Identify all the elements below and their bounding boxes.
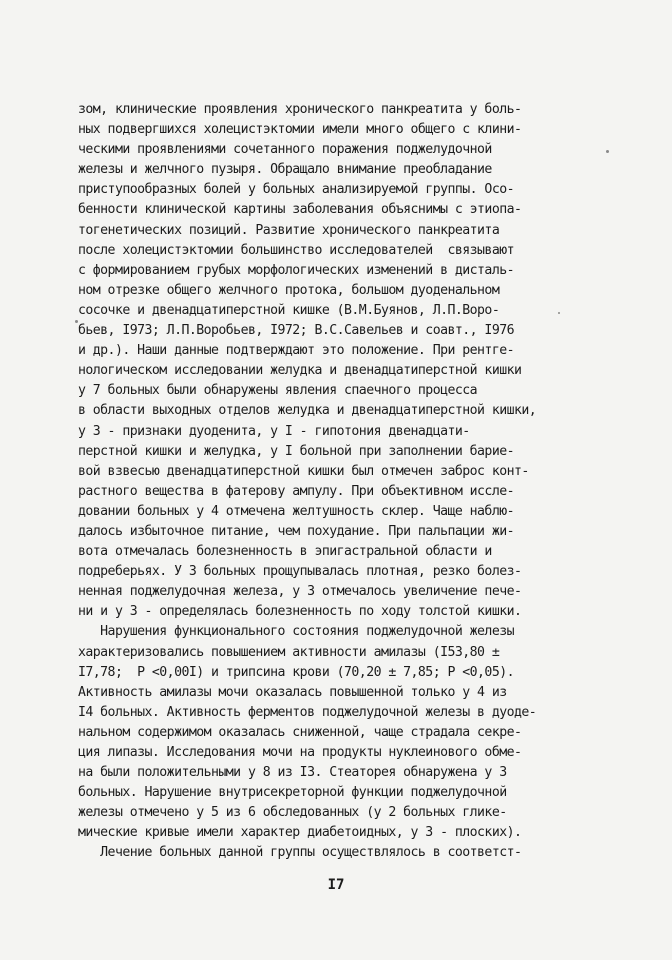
- text-line: больных. Нарушение внутрисекреторной функции поджелудочной: [78, 785, 507, 801]
- text-line: железы отмечено у 5 из 6 обследованных (у 2 больных глике-: [78, 805, 507, 821]
- text-line: подреберьях. У 3 больных прощупывалась плотная, резко болез-: [78, 564, 522, 580]
- text-line: перстной кишки и желудка, у I больной при заполнении барие-: [78, 443, 514, 459]
- text-line: довании больных у 4 отмечена желтушность склер. Чаще наблю-: [78, 503, 514, 519]
- text-line: бенности клинической картины заболевания объяснимы с этиопа-: [78, 202, 522, 218]
- text-line: и др.). Наши данные подтверждают это положение. При рентге-: [78, 343, 514, 359]
- text-line: Лечение больных данной группы осуществлялось в соответст-: [78, 845, 522, 861]
- scan-speck: [558, 312, 560, 314]
- text-line: бьев, I973; Л.П.Воробьев, I972; В.С.Савельев и соавт., I976: [78, 323, 514, 339]
- text-line: железы и желчного пузыря. Обращало внимание преобладание: [78, 162, 492, 178]
- text-line: приступообразных болей у больных анализируемой группы. Осо-: [78, 182, 514, 198]
- text-line: ном отрезке общего желчного протока, большом дуоденальном: [78, 282, 500, 298]
- scan-speck: [75, 320, 78, 323]
- text-line: далось избыточное питание, чем похудание. При пальпации жи-: [78, 523, 514, 539]
- text-line: ных подвергшихся холецистэктомии имели много общего с клини-: [78, 122, 522, 138]
- body-text: [78, 100, 598, 864]
- scan-speck: [606, 150, 609, 153]
- text-line: нальном содержимом оказалась сниженной, чаще страдала секре-: [78, 724, 522, 740]
- text-line: у 7 больных были обнаружены явления спаечного процесса: [78, 383, 478, 399]
- text-line: с формированием грубых морфологических изменений в дисталь-: [78, 262, 514, 278]
- text-line: ция липазы. Исследования мочи на продукты нуклеинового обме-: [78, 745, 522, 760]
- text-line: I7,78; Р <0,00I) и трипсина крови (70,20 ± 7,85; Р <0,05).: [78, 664, 514, 680]
- text-line: у 3 - признаки дуоденита, у I - гипотония двенадцати-: [78, 423, 470, 439]
- text-line: сосочке и двенадцатиперстной кишке (В.М.Буянов, Л.П.Воро-: [78, 302, 500, 318]
- text-line: в области выходных отделов желудка и двенадцатиперстной кишки,: [78, 403, 537, 419]
- text-line: ненная поджелудочная железа, у 3 отмечалось увеличение пече-: [78, 584, 522, 600]
- text-line: растного вещества в фатерову ампулу. При объективном иссле-: [78, 483, 514, 499]
- text-line: зом, клинические проявления хронического панкреатита у боль-: [78, 102, 522, 117]
- text-line: мические кривые имели характер диабетоидных, у 3 - плоских).: [78, 825, 522, 841]
- text-line: вота отмечалась болезненность в эпигастральной области и: [78, 544, 492, 560]
- text-line: Активность амилазы мочи оказалась повышенной только у 4 из: [78, 684, 507, 700]
- text-line: тогенетических позиций. Развитие хронического панкреатита: [78, 222, 500, 238]
- text-line: характеризовались повышением активности амилазы (I53,80 ±: [78, 644, 500, 660]
- text-line: ческими проявлениями сочетанного поражения поджелудочной: [78, 142, 492, 158]
- text-line: после холецистэктомии большинство исследователей связывают: [78, 242, 514, 258]
- text-line: нологическом исследовании желудка и двенадцатиперстной кишки: [78, 363, 522, 379]
- text-line: I4 больных. Активность ферментов поджелудочной железы в дуоде-: [78, 704, 537, 720]
- text-line: на были положительными у 8 из I3. Стеаторея обнаружена у 3: [78, 765, 507, 781]
- text-line: ни и у 3 - определялась болезненность по ходу толстой кишки.: [78, 604, 522, 620]
- text-line: Нарушения функционального состояния поджелудочной железы: [78, 624, 514, 640]
- text-line: вой взвесью двенадцатиперстной кишки был отмечен заброс конт-: [78, 463, 529, 479]
- page-number: I7: [327, 877, 345, 893]
